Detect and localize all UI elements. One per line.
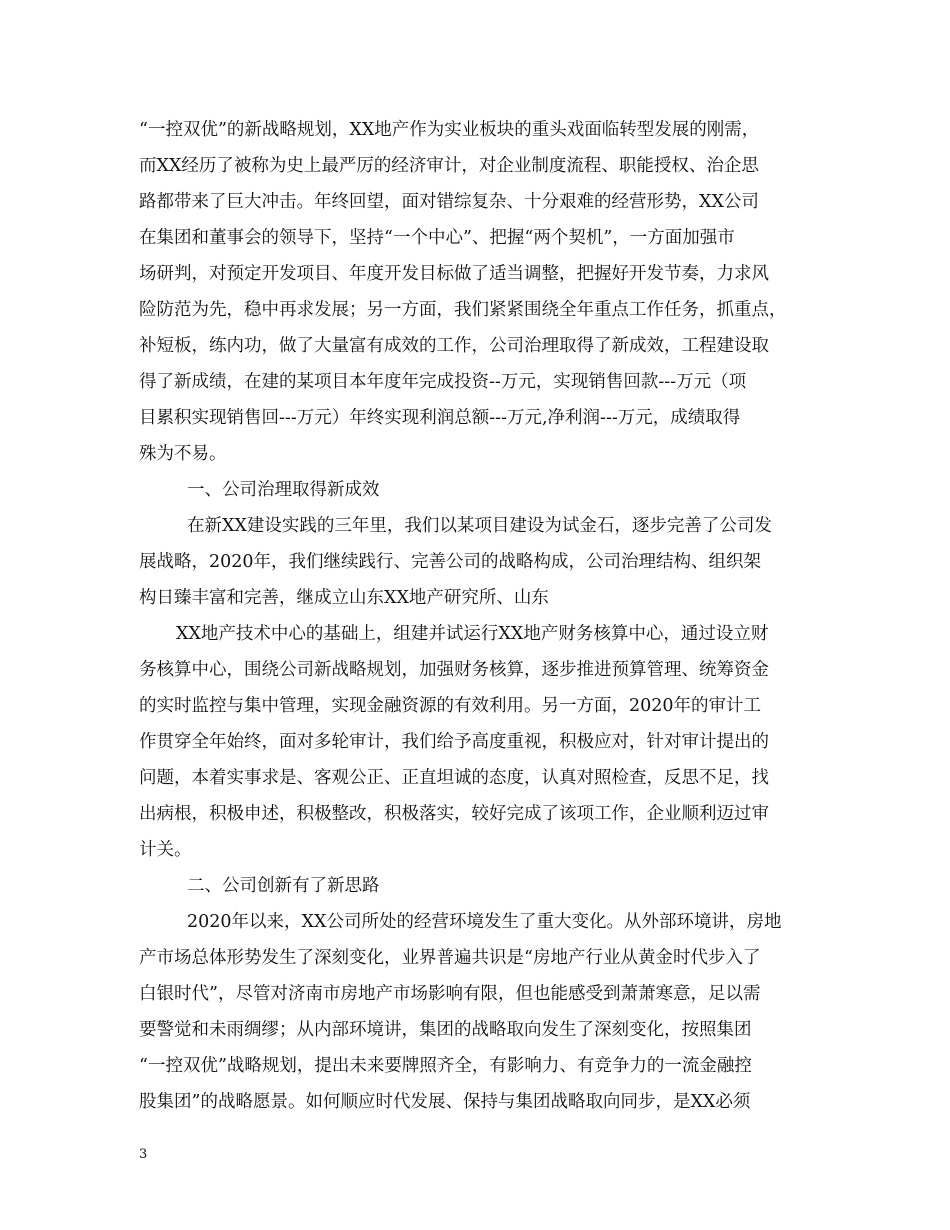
text-line: 计关。 [139,840,192,860]
text-line: 补短板，练内功，做了大量富有成效的工作，公司治理取得了新成效，工程建设取 [139,336,769,356]
text-line: XX地产技术中心的基础上，组建并试运行XX地产财务核算中心，通过设立财 [176,624,769,644]
text-line: 路都带来了巨大冲击。年终回望，面对错综复杂、十分艰难的经营形势，XX公司 [139,192,759,212]
text-line: 而XX经历了被称为史上最严厉的经济审计，对企业制度流程、职能授权、治企思 [139,156,759,176]
text-line: 务核算中心，围绕公司新战略规划，加强财务核算，逐步推进预算管理、统筹资金 [139,660,769,680]
text-line: 问题，本着实事求是、客观公正、正直坦诚的态度，认真对照检查，反思不足，找 [139,768,769,788]
section-heading: 一、公司治理取得新成效 [187,480,380,500]
section-heading: 二、公司创新有了新思路 [187,876,380,896]
text-line: 在集团和董事会的领导下，坚持“一个中心”、把握“两个契机”，一方面加强市 [139,228,735,248]
text-line: “一控双优”的新战略规划，XX地产作为实业板块的重头戏面临转型发展的刚需， [139,120,760,140]
text-line: 白银时代”，尽管对济南市房地产市场影响有限，但也能感受到萧萧寒意，足以需 [139,984,761,1004]
text-line: 在新XX建设实践的三年里，我们以某项目建设为试金石，逐步完善了公司发 [187,516,772,536]
text-line: 得了新成绩，在建的某项目本年度年完成投资--万元，实现销售回款---万元（项 [139,372,747,392]
page-number: 3 [139,1147,148,1162]
text-line: 要警觉和未雨绸缪；从内部环境讲，集团的战略取向发生了深刻变化，按照集团 [139,1020,752,1040]
text-line: 2020年以来，XX公司所处的经营环境发生了重大变化。从外部环境讲，房地 [187,912,782,932]
text-line: “一控双优”战略规划，提出未来要牌照齐全，有影响力、有竞争力的一流金融控 [139,1056,752,1076]
text-line: 险防范为先，稳中再求发展；另一方面，我们紧紧围绕全年重点工作任务，抓重点， [139,300,787,320]
text-line: 股集团”的战略愿景。如何顺应时代发展、保持与集团战略取向同步，是XX必须 [139,1092,751,1112]
text-line: 作贯穿全年始终，面对多轮审计，我们给予高度重视，积极应对，针对审计提出的 [139,732,769,752]
text-line: 展战略，2020年，我们继续践行、完善公司的战略构成，公司治理结构、组织架 [139,552,762,572]
text-line: 场研判，对预定开发项目、年度开发目标做了适当调整，把握好开发节奏，力求风 [139,264,769,284]
text-line: 目累积实现销售回---万元）年终实现利润总额---万元,净利润---万元，成绩取得 [139,408,741,428]
text-line: 产市场总体形势发生了深刻变化，业界普遍共识是“房地产行业从黄金时代步入了 [139,948,761,968]
text-line: 出病根，积极申述，积极整改，积极落实，较好完成了该项工作，企业顺利迈过审 [139,804,769,824]
text-line: 构日臻丰富和完善，继成立山东XX地产研究所、山东 [139,588,549,608]
text-line: 的实时监控与集中管理，实现金融资源的有效利用。另一方面，2020年的审计工 [139,696,762,716]
text-line: 殊为不易。 [139,444,227,464]
